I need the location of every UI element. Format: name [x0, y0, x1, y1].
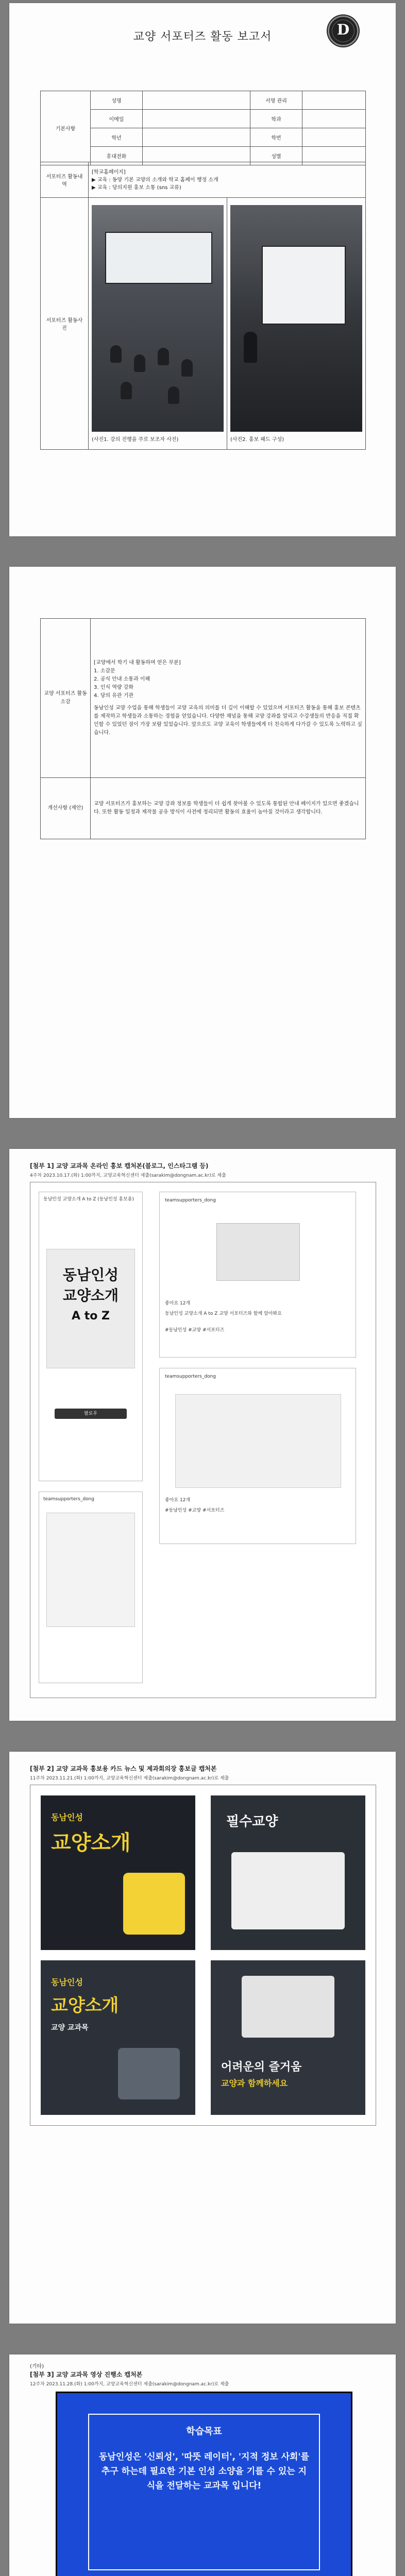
tile-sub-text: 교양 교과목 — [51, 2024, 89, 2032]
info-value[interactable] — [143, 91, 250, 110]
account-name[interactable]: teamsupporters_dong — [43, 1497, 94, 1502]
logo-letter: D — [336, 21, 350, 38]
attachment-page-3 — [9, 2354, 396, 2576]
post-image — [46, 1513, 135, 1627]
attachment-heading: [첨부 1] 교양 교과목 온라인 홍보 캡처본(블로그, 인스타그램 등) — [30, 1162, 209, 1170]
tile-graphic — [242, 1976, 334, 2038]
info-row-label: 학년 — [91, 128, 143, 147]
info-row-label: 성별 — [250, 147, 302, 165]
tile-graphic — [231, 1852, 345, 1929]
photo-cell-left — [88, 198, 227, 450]
attachment-page-2 — [9, 1752, 396, 2324]
opinion-text — [91, 619, 366, 778]
activity-label: 서포터즈 활동내역 — [41, 162, 89, 198]
tile-big-text: 어려운의 즐거움 — [221, 2061, 302, 2074]
info-value[interactable] — [302, 128, 366, 147]
attachment-note: (기타) — [30, 2364, 44, 2369]
opinion-table — [40, 618, 366, 839]
university-logo — [328, 15, 359, 46]
report-page-2 — [9, 567, 396, 1118]
slide-body: 동남인성은 '신뢰성', '따뜻 레이터', '지적 정보 사회'를 추구 하는데 필요한 기본 인성 소양을 기를 수 있는 지식을 전달하는 교과목 입니다! — [98, 2452, 310, 2491]
tile-small-text: 동남인성 — [51, 1977, 83, 1987]
tile-small-text: 동남인성 — [51, 1812, 83, 1822]
tile-graphic — [118, 2048, 180, 2099]
post-image — [175, 1394, 341, 1488]
insta-post-panel — [159, 1368, 356, 1544]
opinion-intro-line: 3. 인식 역량 강화 — [94, 685, 134, 690]
attachment-heading: [첨부 2] 교양 교과목 홍보용 카드 뉴스 및 제과회의장 홍보글 캡처본 — [30, 1765, 217, 1772]
report-title: 교양 서포터즈 활동 보고서 — [133, 30, 272, 43]
report-page-1 — [9, 3, 396, 536]
opinion-intro-line: [교양에서 학기 내 활동하며 얻은 부분] — [94, 660, 181, 666]
activity-line: ▶ 교육 : 동양 기본 교양의 소개와 학교 홈페이 행정 소개 — [91, 177, 218, 183]
info-value[interactable] — [143, 110, 250, 128]
video-slide — [56, 2392, 352, 2576]
blog-post-panel — [39, 1492, 143, 1683]
tile-graphic — [123, 1873, 185, 1935]
presentation-photo — [230, 205, 362, 432]
info-value[interactable] — [143, 128, 250, 147]
account-name[interactable]: teamsupporters_dong — [165, 1374, 216, 1379]
info-row-label: 이메일 — [91, 110, 143, 128]
photo-caption: (사진1. 강의 진행을 주로 보조자 사진) — [91, 436, 179, 443]
info-value[interactable] — [302, 91, 366, 110]
activity-table — [40, 162, 366, 450]
tile-big-text: 교양소개 — [51, 1831, 131, 1855]
opinion-intro-line: 2. 공식 안내 소통과 이해 — [94, 676, 150, 682]
card-news-frame — [30, 1785, 376, 2126]
tile-big-text: 교양소개 — [51, 1995, 119, 2016]
suggestion-label: 개선사항 (제안) — [41, 778, 91, 839]
cover-line: 교양소개 — [62, 1287, 119, 1304]
post-tags[interactable]: #동남인성 #교양 #서포터즈 — [165, 1328, 225, 1333]
activity-text — [88, 162, 365, 198]
follow-button[interactable]: 팔로우 — [55, 1409, 127, 1419]
post-tags[interactable]: #동남인성 #교양 #서포터즈 — [165, 1508, 225, 1513]
opinion-intro-line: 1. 소감문 — [94, 668, 115, 674]
info-section-label: 기본사항 — [41, 91, 91, 165]
tile-big-text: 필수교양 — [226, 1814, 278, 1829]
card-news-tile — [211, 1795, 365, 1950]
photo-section-label: 서포터즈 활동사진 — [41, 198, 89, 450]
capture-frame — [30, 1182, 376, 1698]
info-row-label: 학번 — [250, 128, 302, 147]
attachment-page-1 — [9, 1149, 396, 1721]
post-title: 동남인성 교양소개 A to Z (동남인성 홍보용) — [43, 1197, 134, 1202]
attachment-subtext: 12주차 2023.11.28.(화) 1:00까지, 교양교육혁신센터 제출(sarakim@dongnam.ac.kr)로 제출 — [30, 2382, 229, 2387]
photo-caption: (사진2. 홍보 패드 구성) — [230, 436, 284, 443]
post-image — [216, 1223, 300, 1281]
opinion-intro-line: 4. 당의 유관 기관 — [94, 693, 134, 699]
info-table — [40, 91, 366, 165]
cover-line: 동남인성 — [62, 1266, 119, 1283]
insta-post-panel — [159, 1192, 356, 1358]
attachment-subtext: 11주차 2023.11.21.(화) 1:00까지, 교양교육혁신센터 제출(sarakim@dongnam.ac.kr)로 제출 — [30, 1776, 229, 1781]
cover-line: A to Z — [72, 1310, 110, 1323]
card-news-tile — [41, 1795, 195, 1950]
info-row-label: 학과 — [250, 110, 302, 128]
info-row-label: 서명 관리 — [250, 91, 302, 110]
activity-line: [학교홈페이지] — [91, 169, 126, 175]
photo-cell-right — [227, 198, 365, 450]
post-cover — [46, 1249, 135, 1368]
slide-tag: 학습목표 — [186, 2426, 222, 2437]
suggestion-text: 교양 서포터즈가 홍보하는 교양 강좌 정보를 학생들이 더 쉽게 찾아볼 수 있도록 통합된 안내 페이지가 있으면 좋겠습니다. 또한 활동 일정과 제작물 공유 방식이 사전에 정리되면 활동의 효율이 높아질 것이라고 생각합니다. — [91, 778, 366, 839]
card-news-tile — [211, 1960, 365, 2115]
post-comment: 동남인성 교양소개 A to Z 교양 서포터즈와 함께 알아봐요 — [165, 1311, 282, 1316]
info-value[interactable] — [302, 110, 366, 128]
opinion-label: 교양 서포터즈 활동소감 — [41, 619, 91, 778]
blog-post-panel — [39, 1192, 143, 1481]
account-name[interactable]: teamsupporters_dong — [165, 1198, 216, 1203]
card-news-tile — [41, 1960, 195, 2115]
post-likes: 좋아요 12개 — [165, 1301, 191, 1306]
attachment-subtext: 4주차 2023.10.17.(화) 1:00까지, 교양교육혁신센터 제출(sarakim@dongnam.ac.kr)로 제출 — [30, 1173, 226, 1178]
info-row-label: 휴대전화 — [91, 147, 143, 165]
info-row-label: 성명 — [91, 91, 143, 110]
opinion-body: 동남인성 교양 수업을 통해 학생들이 교양 교육의 의미를 더 깊이 이해할 수 있었으며 서포터즈 활동을 통해 홍보 콘텐츠를 제작하고 학생들과 소통하는 경험을 얻었습니다. 다양한 채널을 통해 교양 강좌를 알리고 수강생들의 반응을 직접 확인할 수 있었던 점이 가장 보람 있었습니다. 앞으로도 교양 교육이 학생들에게 더 친숙하게 다가갈 수 있도록 노력하고 싶습니다. — [94, 705, 362, 736]
attachment-heading: [첨부 3] 교양 교과목 영상 진행소 캡처본 — [30, 2371, 143, 2378]
lecture-photo — [92, 205, 224, 432]
post-likes: 좋아요 12개 — [165, 1498, 191, 1503]
activity-line: ▶ 교육 : 당의지원 홍보 소통 (sns 교류) — [91, 184, 181, 191]
tile-sub-text: 교양과 함께하세요 — [221, 2078, 288, 2088]
